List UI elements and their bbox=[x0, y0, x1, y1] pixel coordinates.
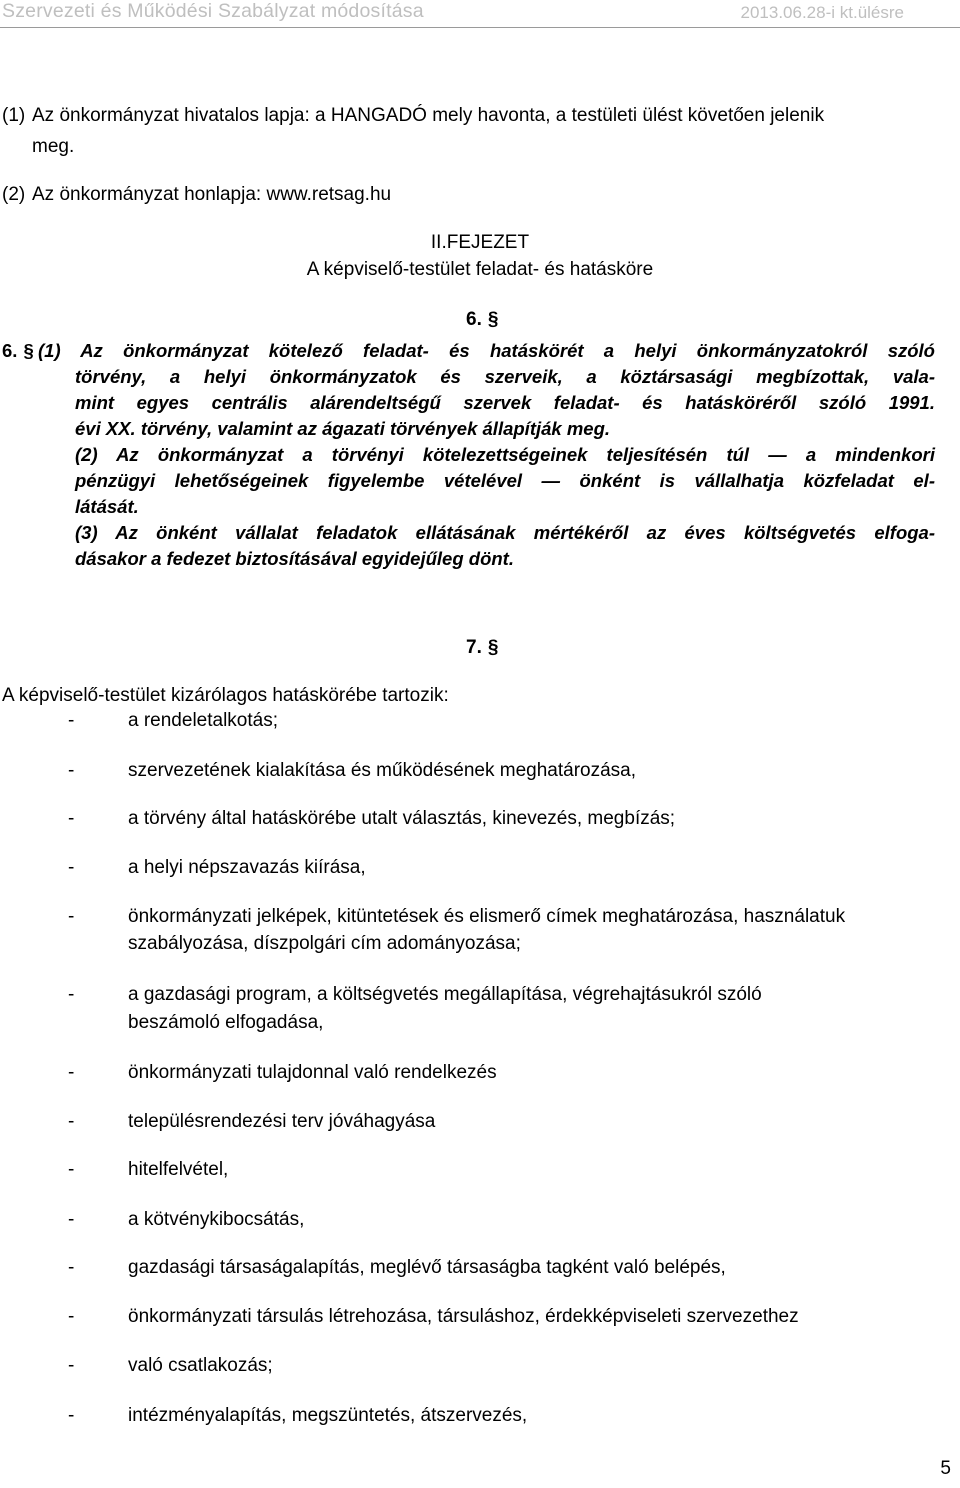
section-symbol: § bbox=[487, 637, 499, 658]
list-item-continuation: szabályozása, díszpolgári cím adományozása; bbox=[128, 933, 521, 954]
section-7-intro: A képviselő-testület kizárólagos hatáskörébe tartozik: bbox=[2, 685, 449, 706]
list-bullet: - bbox=[68, 760, 75, 781]
list-item: szervezetének kialakítása és működésének meghatározása, bbox=[128, 760, 636, 781]
header-divider bbox=[0, 27, 960, 28]
list-item: önkormányzati jelképek, kitüntetések és elismerő címek meghatározása, használatuk bbox=[128, 906, 846, 927]
list-bullet: - bbox=[68, 1306, 75, 1327]
section-6-line: (2) Az önkormányzat a törvényi kötelezettségeinek teljesítésén túl — a mindenkori bbox=[75, 444, 935, 465]
document-header-title: Szervezeti és Működési Szabályzat módosítása bbox=[2, 0, 424, 22]
list-item: hitelfelvétel, bbox=[128, 1159, 229, 1180]
list-item: gazdasági társaságalapítás, meglévő társaságba tagként való belépés, bbox=[128, 1257, 726, 1278]
list-item: önkormányzati tulajdonnal való rendelkezés bbox=[128, 1062, 497, 1083]
list-bullet: - bbox=[68, 710, 75, 731]
paragraph-1-line-1: Az önkormányzat hivatalos lapja: a HANGADÓ mely havonta, a testületi ülést követően jelenik bbox=[32, 105, 825, 126]
list-bullet: - bbox=[68, 1159, 75, 1180]
section-6-line: mint egyes centrális alárendeltségű szervek feladat- és hatásköréről szóló 1991. bbox=[75, 392, 935, 413]
list-bullet: - bbox=[68, 1355, 75, 1376]
chapter-number: II.FEJEZET bbox=[430, 232, 530, 253]
list-item: való csatlakozás; bbox=[128, 1355, 273, 1376]
list-item: a gazdasági program, a költségvetés megállapítása, végrehajtásukról szóló bbox=[128, 984, 762, 1005]
section-symbol: § bbox=[487, 309, 499, 330]
list-bullet: - bbox=[68, 1257, 75, 1278]
list-item: a törvény által hatáskörébe utalt választás, kinevezés, megbízás; bbox=[128, 808, 676, 829]
list-item: önkormányzati társulás létrehozása, társuláshoz, érdekképviseleti szervezethez bbox=[128, 1306, 799, 1327]
paragraph-1-label: (1) bbox=[2, 105, 26, 126]
section-symbol: § bbox=[23, 340, 34, 361]
page-number: 5 bbox=[940, 1458, 951, 1479]
list-bullet: - bbox=[68, 808, 75, 829]
paragraph-1-line-2: meg. bbox=[32, 136, 75, 157]
section-6-inline-number bbox=[2, 340, 34, 362]
section-6-line: (3) Az önként vállalat feladatok ellátásának mértékéről az éves költségvetés elfoga- bbox=[75, 522, 935, 543]
section-6-line: évi XX. törvény, valamint az ágazati törvények állapítják meg. bbox=[75, 418, 611, 439]
list-item: a kötvénykibocsátás, bbox=[128, 1209, 305, 1230]
list-item: a rendeletalkotás; bbox=[128, 710, 278, 731]
section-6-inline-number-text: 6. bbox=[2, 340, 18, 361]
section-6-line: pénzügyi lehetőségeinek figyelembe vételével — önként is vállalhatja közfeladat el- bbox=[75, 470, 935, 491]
section-6-heading bbox=[466, 309, 498, 331]
list-item: településrendezési terv jóváhagyása bbox=[128, 1111, 436, 1132]
section-6-line: dásakor a fedezet biztosításával egyidejűleg dönt. bbox=[75, 548, 514, 569]
list-bullet: - bbox=[68, 857, 75, 878]
list-bullet: - bbox=[68, 1209, 75, 1230]
list-bullet: - bbox=[68, 906, 75, 927]
paragraph-2-text: Az önkormányzat honlapja: www.retsag.hu bbox=[32, 184, 392, 205]
list-bullet: - bbox=[68, 1405, 75, 1426]
paragraph-2-label: (2) bbox=[2, 184, 26, 205]
section-6-line: (1) Az önkormányzat kötelező feladat- és hatáskörét a helyi önkormányzatokról szóló bbox=[38, 340, 935, 361]
section-6-line: törvény, a helyi önkormányzatok és szerveik, a köztársasági megbízottak, vala- bbox=[75, 366, 935, 387]
section-7-heading-number: 7. bbox=[466, 637, 482, 658]
list-item: intézményalapítás, megszüntetés, átszervezés, bbox=[128, 1405, 528, 1426]
chapter-title: A képviselő-testület feladat- és hatásköre bbox=[306, 259, 654, 280]
section-6-heading-number: 6. bbox=[466, 309, 482, 330]
list-item: a helyi népszavazás kiírása, bbox=[128, 857, 366, 878]
list-item-continuation: beszámoló elfogadása, bbox=[128, 1012, 324, 1033]
section-6-line: látását. bbox=[75, 496, 139, 517]
list-bullet: - bbox=[68, 1062, 75, 1083]
section-7-heading bbox=[466, 637, 498, 659]
list-bullet: - bbox=[68, 984, 75, 1005]
document-header-date: 2013.06.28-i kt.ülésre bbox=[740, 3, 904, 22]
list-bullet: - bbox=[68, 1111, 75, 1132]
